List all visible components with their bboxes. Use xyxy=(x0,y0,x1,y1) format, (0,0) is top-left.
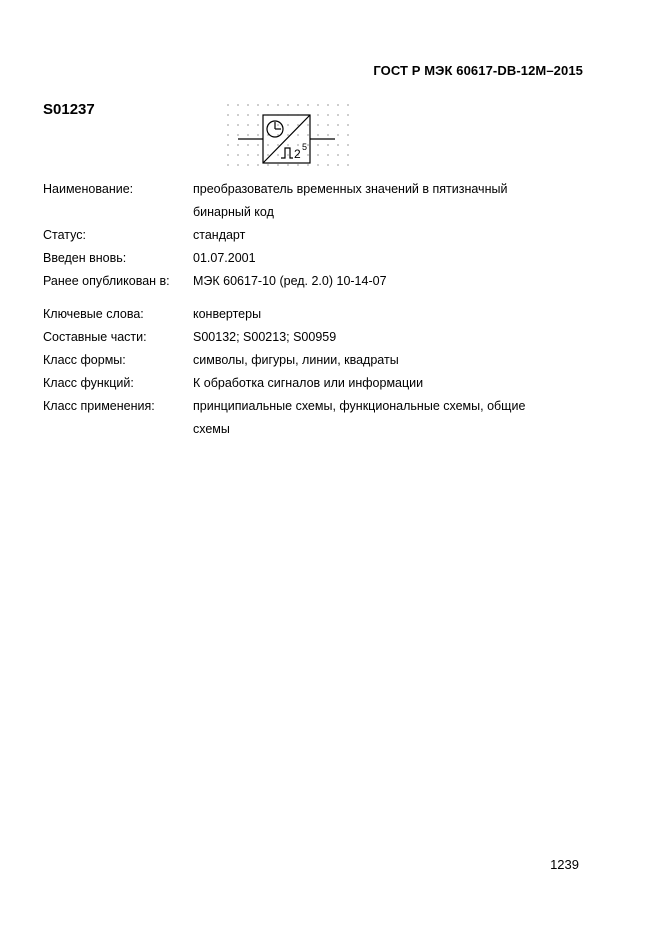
symbol-base: 2 xyxy=(294,147,301,161)
field-row-components xyxy=(43,326,553,349)
fields-table xyxy=(43,178,553,441)
page-number: 1239 xyxy=(550,857,579,872)
field-row-published xyxy=(43,270,553,293)
field-row-introduced xyxy=(43,247,553,270)
field-label: Ключевые слова: xyxy=(43,307,144,321)
field-value: МЭК 60617-10 (ред. 2.0) 10-14-07 xyxy=(193,274,387,288)
symbol-code: S01237 xyxy=(43,101,95,118)
field-row-function-class xyxy=(43,372,553,395)
field-value: S00132; S00213; S00959 xyxy=(193,330,337,344)
field-value: преобразователь временных значений в пятизначный бинарный код xyxy=(193,182,508,219)
field-gap xyxy=(43,293,553,303)
field-value: К обработка сигналов или информации xyxy=(193,376,424,390)
field-label: Класс применения: xyxy=(43,399,155,413)
field-row-name xyxy=(43,178,553,224)
field-label: Введен вновь: xyxy=(43,251,127,265)
field-row-shape-class xyxy=(43,349,553,372)
field-value: стандарт xyxy=(193,228,246,242)
document-header: ГОСТ Р МЭК 60617-DB-12M–2015 xyxy=(373,63,583,78)
symbol-superscript: 5 xyxy=(302,142,308,152)
field-label: Класс функций: xyxy=(43,376,134,390)
field-value: конвертеры xyxy=(193,307,262,321)
field-row-application-class xyxy=(43,395,553,441)
converter-symbol-icon xyxy=(224,99,352,179)
field-label: Составные части: xyxy=(43,330,147,344)
field-label: Статус: xyxy=(43,228,86,242)
field-value: символы, фигуры, линии, квадраты xyxy=(193,353,399,367)
field-label: Ранее опубликован в: xyxy=(43,274,170,288)
field-value: 01.07.2001 xyxy=(193,251,256,265)
field-row-keywords xyxy=(43,303,553,326)
field-label: Наименование: xyxy=(43,182,134,196)
field-value: принципиальные схемы, функциональные схемы, общие схемы xyxy=(193,399,526,436)
field-label: Класс формы: xyxy=(43,353,126,367)
field-row-status xyxy=(43,224,553,247)
